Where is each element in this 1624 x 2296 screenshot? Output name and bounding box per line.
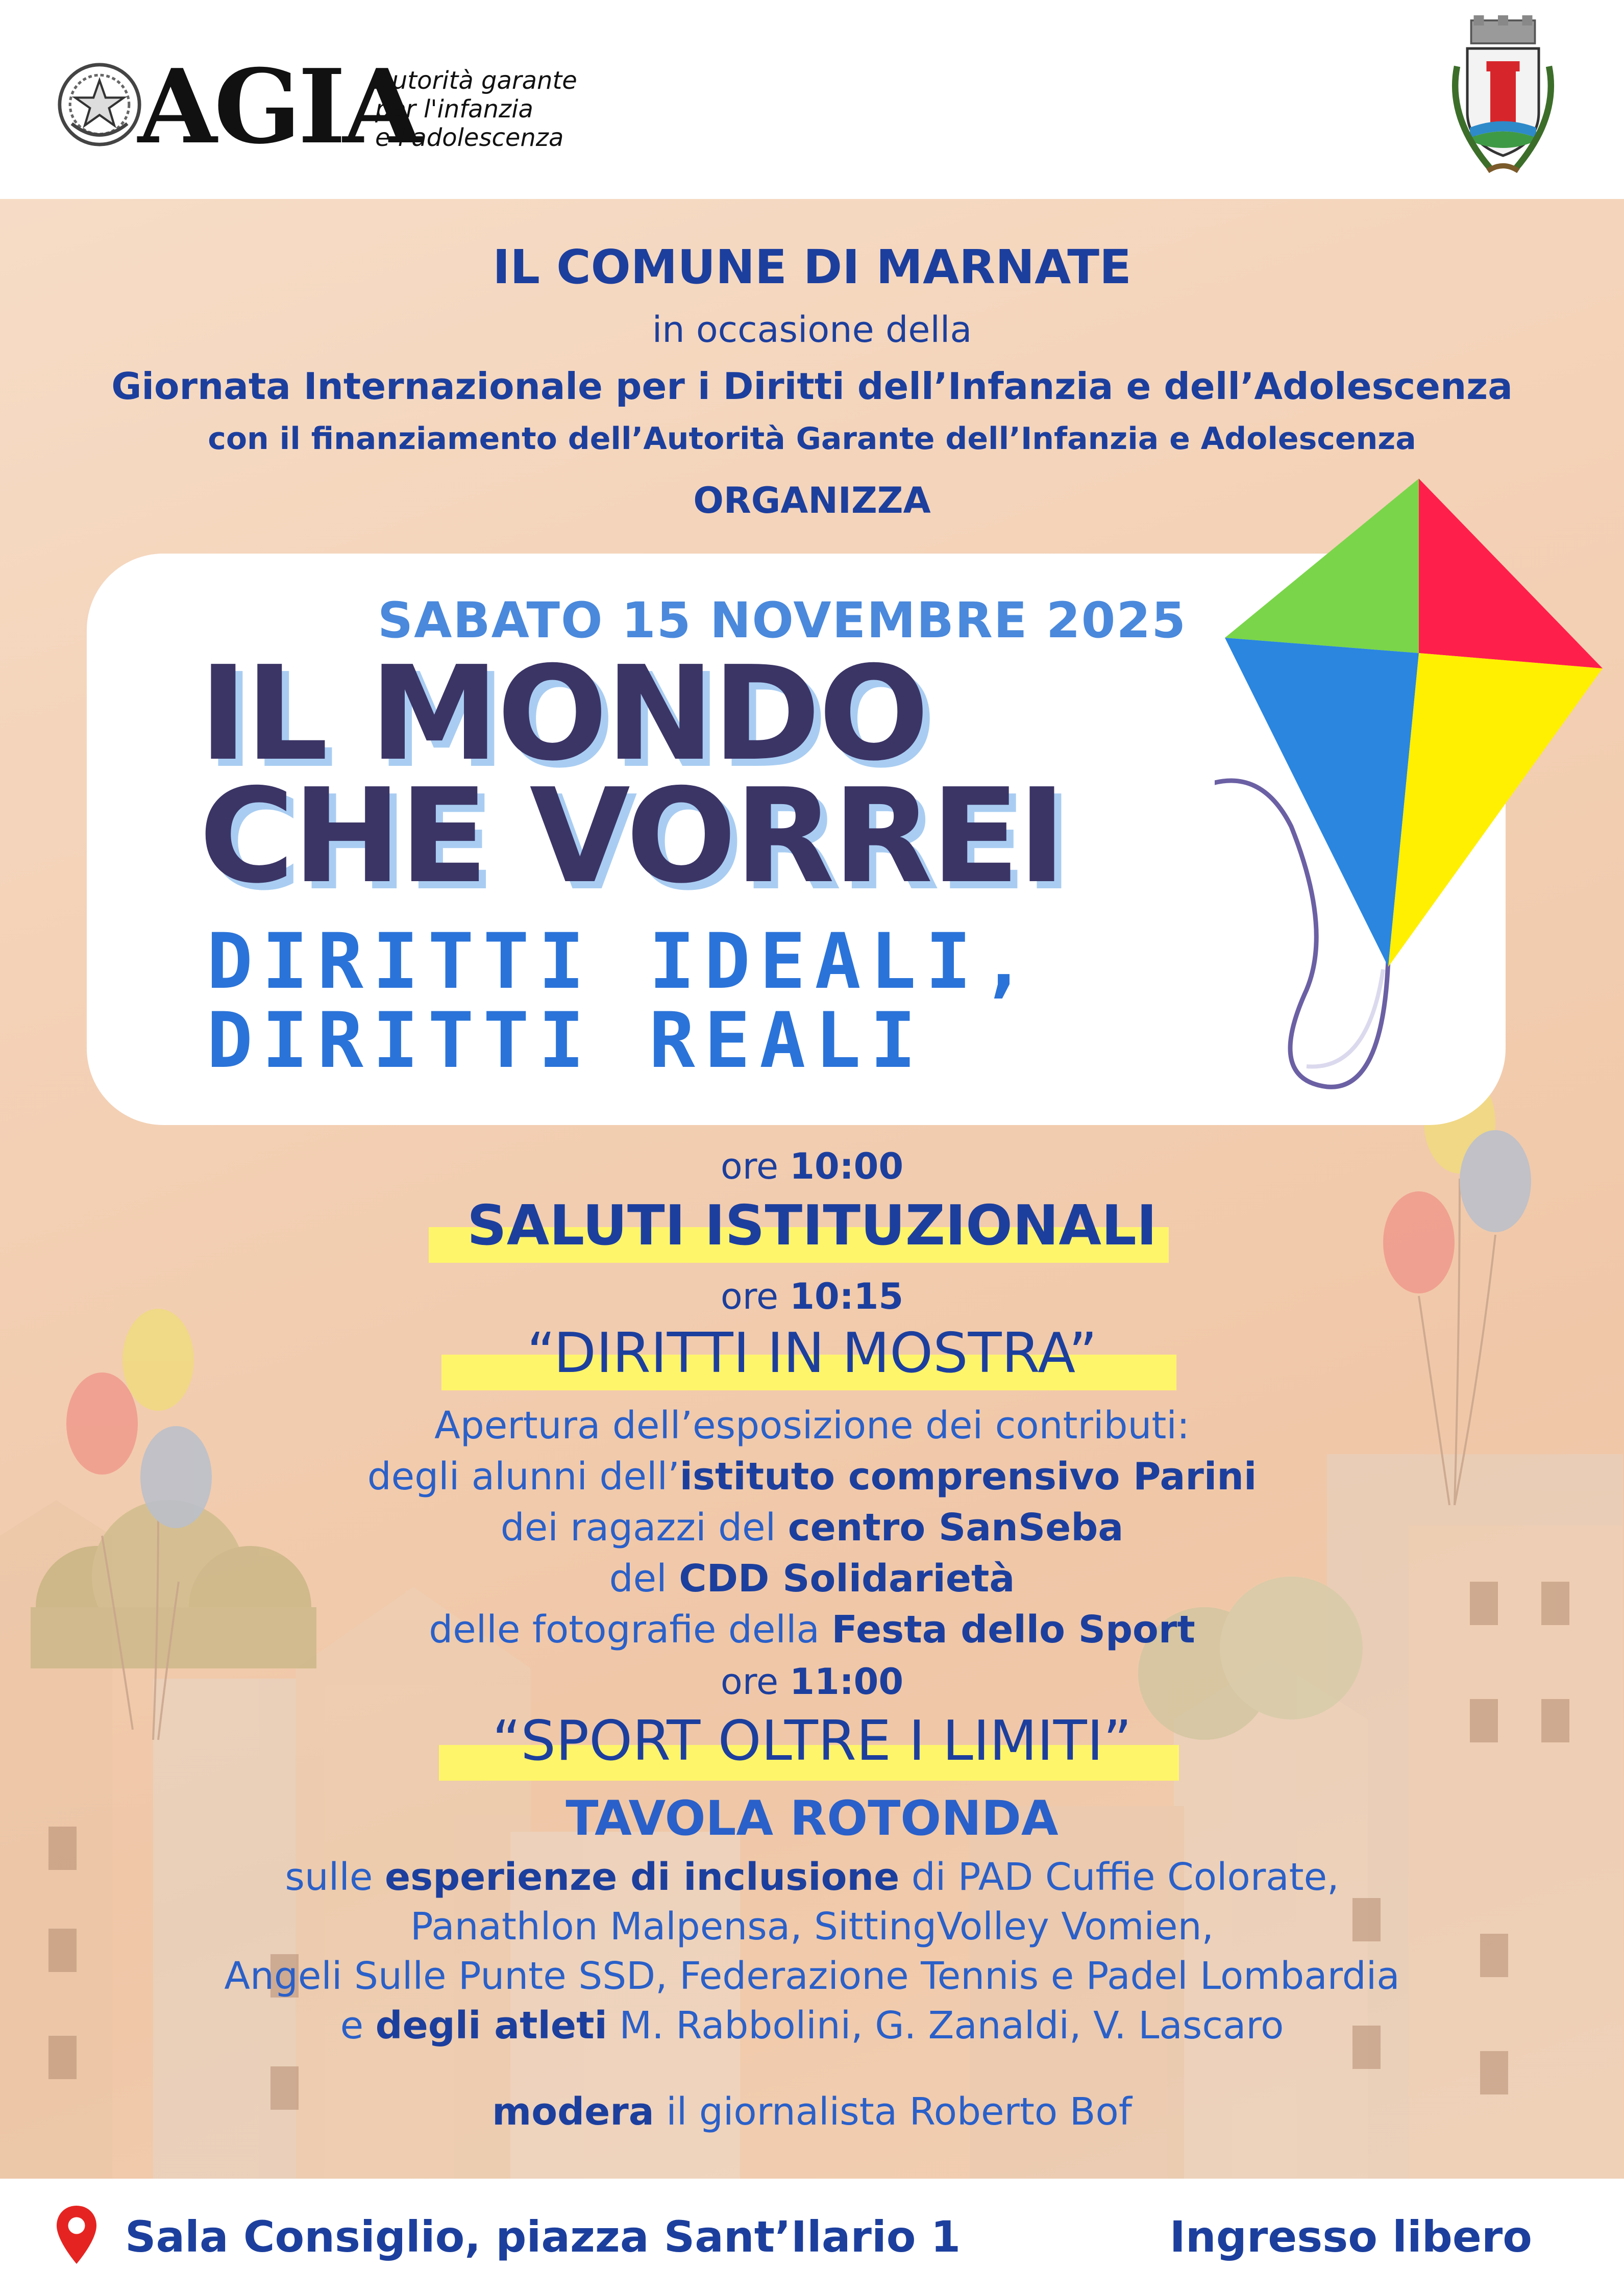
time-prefix: ore	[720, 1276, 779, 1317]
event-sport-oltre-i-limiti: “SPORT OLTRE I LIMITI”	[492, 1709, 1132, 1773]
round-table-title: TAVOLA ROTONDA	[565, 1791, 1059, 1846]
line-bold: modera	[492, 2090, 654, 2134]
line-text: M. Rabbolini, G. Zanaldi, V. Lascaro	[607, 2004, 1284, 2048]
line-text: delle fotografie della	[429, 1608, 832, 1652]
line-text: di PAD Cuffie Colorate,	[899, 1855, 1339, 1899]
agia-tagline-line: e l'adolescenza	[375, 123, 564, 152]
line-bold: istituto comprensivo Parini	[679, 1455, 1257, 1499]
funding-text: con il finanziamento dell’Autorità Garante dell’Infanzia e Adolescenza	[208, 421, 1416, 457]
event-date: SABATO 15 NOVEMBRE 2025	[378, 592, 1187, 649]
line-text: e	[340, 2004, 376, 2048]
line-bold: esperienze di inclusione	[384, 1855, 900, 1899]
italian-republic-emblem-icon	[56, 61, 143, 148]
exhibition-line	[0, 1452, 1624, 1502]
line-bold: degli atleti	[375, 2004, 607, 2048]
exhibition-line	[0, 1503, 1624, 1553]
line-text: degli alunni dell’	[367, 1455, 680, 1499]
line-text: Apertura dell’esposizione dei contributi:	[434, 1404, 1190, 1448]
time-prefix: ore	[720, 1145, 779, 1187]
line-text: dei ragazzi del	[500, 1506, 788, 1550]
time-prefix: ore	[720, 1661, 779, 1703]
entry-info: Ingresso libero	[1169, 2212, 1532, 2262]
agia-tagline-line: Autorità garante	[375, 66, 577, 95]
marnate-coat-of-arms-icon	[1439, 15, 1567, 189]
hero-subtitle-line1: DIRITTI IDEALI,	[207, 917, 1036, 1006]
event-location: Sala Consiglio, piazza Sant’Ilario 1	[125, 2212, 961, 2262]
time-1000	[0, 1145, 1624, 1187]
time-value: 10:15	[790, 1276, 904, 1317]
exhibition-line	[0, 1605, 1624, 1655]
round-table-line	[0, 2001, 1624, 2051]
time-value: 11:00	[790, 1661, 904, 1703]
line-bold: centro SanSeba	[788, 1506, 1124, 1550]
round-table-line	[0, 1951, 1624, 2001]
event-day-title: Giornata Internazionale per i Diritti dell’Infanzia e dell’Adolescenza	[111, 365, 1513, 408]
line-text: Angeli Sulle Punte SSD, Federazione Tennis e Padel Lombardia	[224, 1954, 1400, 1998]
exhibition-line	[0, 1401, 1624, 1451]
kite-illustration	[1215, 469, 1623, 1102]
time-value: 10:00	[790, 1145, 904, 1187]
organizer-title: IL COMUNE DI MARNATE	[493, 240, 1131, 294]
line-text: il giornalista Roberto Bof	[654, 2090, 1132, 2134]
round-table-line	[0, 1852, 1624, 1902]
location-pin-icon	[54, 2204, 100, 2265]
occasion-text: in occasione della	[652, 309, 972, 351]
line-bold: CDD Solidarietà	[679, 1557, 1015, 1601]
line-text: Panathlon Malpensa, SittingVolley Vomien,	[410, 1905, 1214, 1949]
round-table-line	[0, 1902, 1624, 1952]
agia-tagline	[375, 66, 577, 152]
agia-logo: AGIA	[138, 47, 419, 167]
agia-tagline-line: per l'infanzia	[375, 95, 533, 123]
line-text: sulle	[285, 1855, 385, 1899]
event-saluti-istituzionali: SALUTI ISTITUZIONALI	[467, 1194, 1157, 1258]
line-bold: Festa dello Sport	[831, 1608, 1195, 1652]
line-text: del	[609, 1557, 679, 1601]
organizes-label: ORGANIZZA	[693, 480, 931, 521]
exhibition-line	[0, 1554, 1624, 1604]
hero-subtitle-line2: DIRITTI REALI	[207, 996, 925, 1085]
time-1015	[0, 1276, 1624, 1317]
event-diritti-in-mostra: “DIRITTI IN MOSTRA”	[527, 1321, 1097, 1385]
hero-title-line1: IL MONDO	[199, 638, 927, 790]
moderator-line	[0, 2087, 1624, 2137]
header	[0, 0, 1624, 199]
time-1100	[0, 1661, 1624, 1703]
hero-title-line2: CHE VORREI	[199, 761, 1064, 912]
